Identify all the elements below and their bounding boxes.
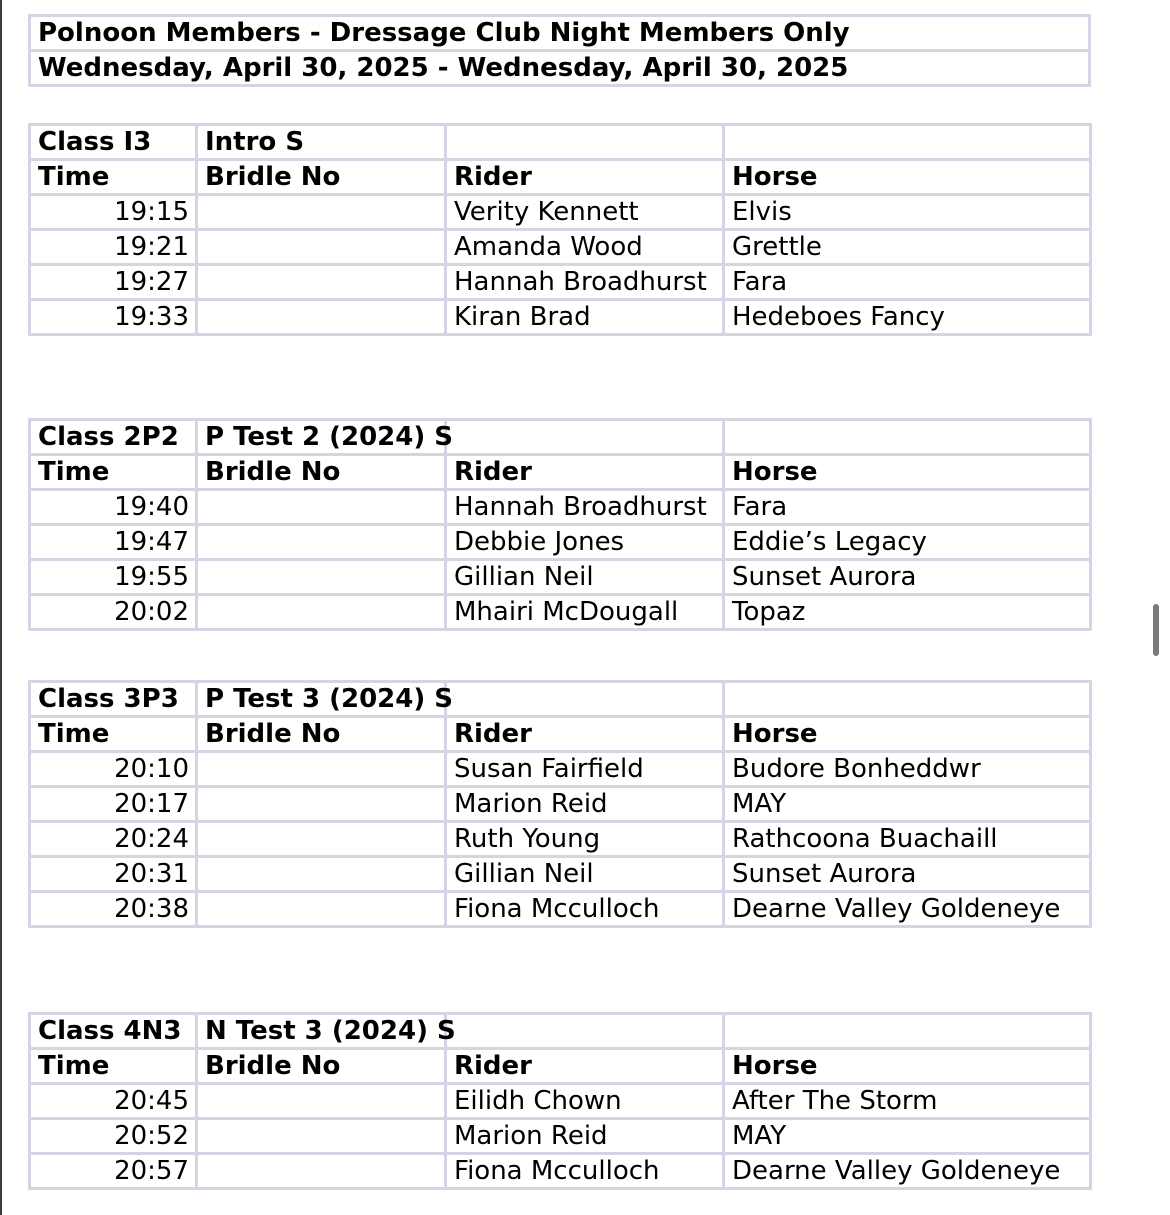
table-row	[30, 752, 1091, 787]
entry-horse: Budore Bonheddwr	[724, 752, 1091, 787]
bridle-no-header: Bridle No	[197, 455, 446, 490]
entry-bridle-no	[197, 195, 446, 230]
entry-time: 20:17	[30, 787, 197, 822]
entry-time: 19:21	[30, 230, 197, 265]
class-code: Class 4N3	[30, 1014, 197, 1049]
class-test: P Test 2 (2024) S	[197, 420, 446, 455]
bridle-no-header: Bridle No	[197, 717, 446, 752]
event-title: Polnoon Members - Dressage Club Night Members Only	[30, 16, 1090, 51]
table-row	[30, 490, 1091, 525]
empty-cell	[724, 1014, 1091, 1049]
entry-rider: Marion Reid	[446, 787, 724, 822]
entry-time: 20:52	[30, 1119, 197, 1154]
entry-horse: Sunset Aurora	[724, 857, 1091, 892]
entry-time: 20:10	[30, 752, 197, 787]
entry-horse: Topaz	[724, 595, 1091, 630]
class-test: Intro S	[197, 125, 446, 160]
time-header: Time	[30, 717, 197, 752]
class-header-row	[30, 125, 1091, 160]
class-table-i3	[28, 123, 1092, 336]
entry-rider: Gillian Neil	[446, 560, 724, 595]
event-date-row	[30, 51, 1090, 86]
entry-time: 20:31	[30, 857, 197, 892]
entry-bridle-no	[197, 490, 446, 525]
horse-header: Horse	[724, 1049, 1091, 1084]
table-row	[30, 230, 1091, 265]
column-header-row	[30, 1049, 1091, 1084]
table-row	[30, 300, 1091, 335]
rider-header: Rider	[446, 160, 724, 195]
empty-cell	[446, 682, 724, 717]
column-header-row	[30, 717, 1091, 752]
time-header: Time	[30, 455, 197, 490]
entry-time: 20:38	[30, 892, 197, 927]
entry-rider: Susan Fairfield	[446, 752, 724, 787]
entry-time: 19:33	[30, 300, 197, 335]
entry-rider: Mhairi McDougall	[446, 595, 724, 630]
entry-rider: Amanda Wood	[446, 230, 724, 265]
entry-rider: Verity Kennett	[446, 195, 724, 230]
entry-horse: Sunset Aurora	[724, 560, 1091, 595]
table-row	[30, 265, 1091, 300]
class-table-3p3	[28, 680, 1092, 928]
table-row	[30, 1154, 1091, 1189]
scrollbar-thumb[interactable]	[1153, 604, 1159, 656]
event-title-row	[30, 16, 1090, 51]
entry-horse: Elvis	[724, 195, 1091, 230]
class-table-4n3	[28, 1012, 1092, 1190]
event-date-range: Wednesday, April 30, 2025 - Wednesday, April 30, 2025	[30, 51, 1090, 86]
entry-time: 19:27	[30, 265, 197, 300]
entry-horse: MAY	[724, 787, 1091, 822]
rider-header: Rider	[446, 1049, 724, 1084]
entry-bridle-no	[197, 300, 446, 335]
entry-bridle-no	[197, 892, 446, 927]
table-row	[30, 595, 1091, 630]
entry-rider: Gillian Neil	[446, 857, 724, 892]
entry-time: 20:02	[30, 595, 197, 630]
time-header: Time	[30, 160, 197, 195]
entry-bridle-no	[197, 560, 446, 595]
empty-cell	[446, 125, 724, 160]
entry-bridle-no	[197, 595, 446, 630]
entry-bridle-no	[197, 1084, 446, 1119]
entry-time: 20:57	[30, 1154, 197, 1189]
empty-cell	[724, 420, 1091, 455]
entry-rider: Fiona Mcculloch	[446, 1154, 724, 1189]
empty-cell	[446, 1014, 724, 1049]
entry-horse: Hedeboes Fancy	[724, 300, 1091, 335]
class-header-row	[30, 1014, 1091, 1049]
left-border	[0, 0, 2, 1215]
empty-cell	[724, 682, 1091, 717]
entry-time: 19:15	[30, 195, 197, 230]
entry-bridle-no	[197, 822, 446, 857]
entry-horse: Rathcoona Buachaill	[724, 822, 1091, 857]
table-row	[30, 560, 1091, 595]
entry-horse: MAY	[724, 1119, 1091, 1154]
table-row	[30, 857, 1091, 892]
entry-time: 20:24	[30, 822, 197, 857]
class-test: N Test 3 (2024) S	[197, 1014, 446, 1049]
column-header-row	[30, 455, 1091, 490]
table-row	[30, 195, 1091, 230]
entry-bridle-no	[197, 230, 446, 265]
entry-horse: Eddie’s Legacy	[724, 525, 1091, 560]
table-row	[30, 892, 1091, 927]
event-title-table	[28, 14, 1091, 87]
entry-horse: Dearne Valley Goldeneye	[724, 892, 1091, 927]
rider-header: Rider	[446, 455, 724, 490]
table-row	[30, 1084, 1091, 1119]
rider-header: Rider	[446, 717, 724, 752]
bridle-no-header: Bridle No	[197, 1049, 446, 1084]
entry-rider: Hannah Broadhurst	[446, 490, 724, 525]
table-row	[30, 787, 1091, 822]
entry-rider: Kiran Brad	[446, 300, 724, 335]
entry-rider: Marion Reid	[446, 1119, 724, 1154]
entry-rider: Eilidh Chown	[446, 1084, 724, 1119]
time-header: Time	[30, 1049, 197, 1084]
entry-bridle-no	[197, 525, 446, 560]
entry-rider: Debbie Jones	[446, 525, 724, 560]
class-code: Class 3P3	[30, 682, 197, 717]
entry-bridle-no	[197, 1119, 446, 1154]
entry-rider: Ruth Young	[446, 822, 724, 857]
entry-horse: Grettle	[724, 230, 1091, 265]
class-code: Class I3	[30, 125, 197, 160]
empty-cell	[446, 420, 724, 455]
empty-cell	[724, 125, 1091, 160]
table-row	[30, 1119, 1091, 1154]
entry-horse: Fara	[724, 490, 1091, 525]
entry-bridle-no	[197, 1154, 446, 1189]
entry-rider: Fiona Mcculloch	[446, 892, 724, 927]
entry-horse: Dearne Valley Goldeneye	[724, 1154, 1091, 1189]
table-row	[30, 525, 1091, 560]
entry-bridle-no	[197, 752, 446, 787]
entry-time: 20:45	[30, 1084, 197, 1119]
class-test: P Test 3 (2024) S	[197, 682, 446, 717]
bridle-no-header: Bridle No	[197, 160, 446, 195]
entry-time: 19:40	[30, 490, 197, 525]
class-header-row	[30, 682, 1091, 717]
horse-header: Horse	[724, 455, 1091, 490]
entry-horse: Fara	[724, 265, 1091, 300]
entry-bridle-no	[197, 787, 446, 822]
horse-header: Horse	[724, 717, 1091, 752]
table-row	[30, 822, 1091, 857]
class-code: Class 2P2	[30, 420, 197, 455]
entry-bridle-no	[197, 857, 446, 892]
entry-time: 19:55	[30, 560, 197, 595]
entry-rider: Hannah Broadhurst	[446, 265, 724, 300]
column-header-row	[30, 160, 1091, 195]
horse-header: Horse	[724, 160, 1091, 195]
class-header-row	[30, 420, 1091, 455]
class-table-2p2	[28, 418, 1092, 631]
entry-horse: After The Storm	[724, 1084, 1091, 1119]
entry-bridle-no	[197, 265, 446, 300]
entry-time: 19:47	[30, 525, 197, 560]
